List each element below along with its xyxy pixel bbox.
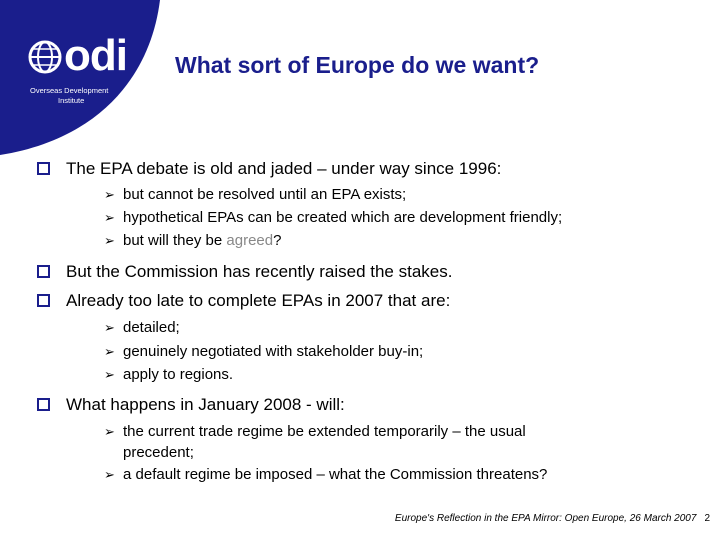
logo-letters: odi bbox=[64, 31, 127, 80]
bullet-4-sub-2 bbox=[104, 464, 547, 485]
bullet-1-text: The EPA debate is old and jaded – under way since 1996: bbox=[66, 159, 502, 178]
bullet-1-sub-2 bbox=[104, 207, 562, 228]
sub-item-continuation: precedent; bbox=[123, 444, 194, 461]
bullet-1 bbox=[37, 158, 501, 180]
sub-item-main: the current trade regime be extended temporarily – the usual bbox=[123, 423, 526, 440]
globe-icon bbox=[28, 40, 62, 74]
bullet-4-text: What happens in January 2008 - will: bbox=[66, 395, 345, 414]
bullet-3 bbox=[37, 290, 450, 312]
sub-item-text: detailed; bbox=[123, 319, 180, 336]
footer-text: Europe's Reflection in the EPA Mirror: Open Europe, 26 March 2007 bbox=[394, 513, 697, 524]
bullet-1-sub-3 bbox=[104, 230, 281, 251]
sub-item-text: but cannot be resolved until an EPA exists; bbox=[123, 186, 407, 203]
bullet-2-text: But the Commission has recently raised the stakes. bbox=[66, 262, 453, 281]
bullet-3-sub-3 bbox=[104, 364, 233, 385]
bullet-4-sub-1 bbox=[104, 421, 526, 463]
sub-item-text: a default regime be imposed – what the Commission threatens? bbox=[123, 466, 548, 483]
sub-item-main: but will they be bbox=[123, 232, 227, 249]
arrow-icon: ➢ bbox=[104, 210, 115, 225]
bullet-2 bbox=[37, 261, 452, 283]
arrow-icon: ➢ bbox=[104, 424, 115, 439]
sub-item-text bbox=[123, 421, 526, 463]
logo-line2: Institute bbox=[58, 96, 85, 105]
bullet-square-icon bbox=[37, 162, 50, 175]
arrow-icon: ➢ bbox=[104, 344, 115, 359]
bullet-square-icon bbox=[37, 398, 50, 411]
bullet-3-sub-1 bbox=[104, 317, 180, 338]
arrow-icon: ➢ bbox=[104, 187, 115, 202]
sub-item-tail: ? bbox=[273, 232, 282, 249]
sub-item-text: apply to regions. bbox=[123, 366, 234, 383]
page-number: 2 bbox=[704, 513, 710, 524]
bullet-3-text: Already too late to complete EPAs in 2007 that are: bbox=[66, 291, 451, 310]
sub-item-highlight: agreed bbox=[226, 232, 274, 249]
bullet-1-sub-1 bbox=[104, 184, 406, 205]
bullet-4 bbox=[37, 394, 345, 416]
arrow-icon: ➢ bbox=[104, 320, 115, 335]
sub-item-text: genuinely negotiated with stakeholder buy-in; bbox=[123, 343, 424, 360]
bullet-square-icon bbox=[37, 265, 50, 278]
arrow-icon: ➢ bbox=[104, 233, 115, 248]
arrow-icon: ➢ bbox=[104, 367, 115, 382]
sub-item-text: hypothetical EPAs can be created which are development friendly; bbox=[123, 209, 563, 226]
footer bbox=[395, 513, 710, 524]
logo-line1: Overseas Development bbox=[30, 86, 109, 95]
page-title: What sort of Europe do we want? bbox=[175, 52, 540, 78]
bullet-square-icon bbox=[37, 294, 50, 307]
sub-item-text bbox=[123, 230, 281, 251]
logo-panel bbox=[0, 0, 160, 155]
bullet-3-sub-2 bbox=[104, 341, 423, 362]
arrow-icon: ➢ bbox=[104, 467, 115, 482]
